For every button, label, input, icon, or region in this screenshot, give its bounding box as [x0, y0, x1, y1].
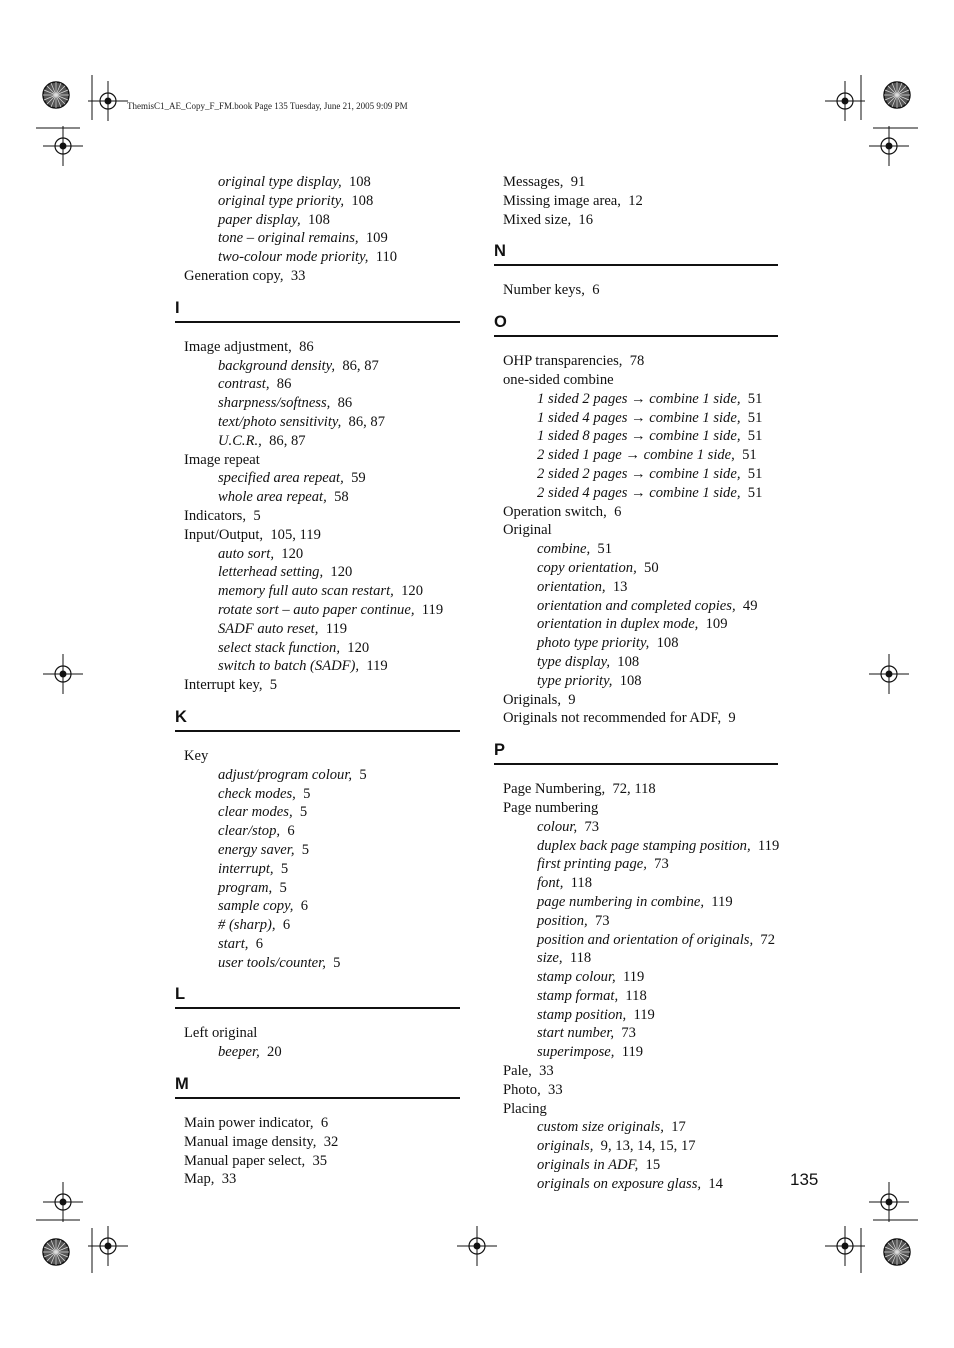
entry-term: position and orientation of originals , — [537, 932, 760, 948]
index-subentry — [175, 229, 460, 248]
index-subentry — [494, 893, 778, 912]
entry-term: orientation , — [537, 579, 613, 595]
index-subentry — [175, 413, 460, 432]
index-entry — [175, 676, 460, 695]
section-heading: O — [494, 309, 778, 337]
entry-term: paper display , — [218, 212, 308, 228]
entry-term: auto sort , — [218, 546, 281, 562]
index-subentry — [494, 390, 778, 409]
crosshair-mark — [43, 654, 83, 694]
entry-term: stamp position , — [537, 1007, 634, 1023]
entry-term: originals on exposure glass , — [537, 1176, 708, 1192]
index-subentry — [494, 987, 778, 1006]
entry-page-refs: 91 — [570, 174, 586, 190]
entry-term: # (sharp) , — [218, 917, 283, 933]
entry-page-refs: 6 — [614, 503, 622, 520]
crosshair-mark — [457, 1226, 497, 1266]
index-subentry — [494, 968, 778, 987]
entry-page-refs: 51 — [747, 390, 763, 407]
entry-page-refs: 108 — [351, 192, 374, 209]
index-subentry — [494, 672, 778, 691]
entry-page-refs: 119 — [633, 1006, 655, 1023]
entry-page-refs: 73 — [584, 818, 600, 835]
entry-page-refs: 15 — [645, 1157, 661, 1174]
entry-page-refs: 6 — [320, 1115, 329, 1132]
entry-term: font , — [537, 875, 571, 891]
entry-term: Messages , — [503, 174, 571, 190]
index-subentry — [494, 1137, 778, 1156]
entry-page-refs: 16 — [578, 211, 593, 228]
entry-page-refs: 33 — [548, 1081, 563, 1098]
entry-page-refs: 51 — [747, 409, 763, 426]
entry-term: stamp format , — [537, 988, 625, 1004]
entry-term: letterhead setting , — [218, 564, 330, 580]
entry-page-refs: 119 — [757, 837, 780, 854]
entry-page-refs: 6 — [255, 935, 264, 952]
index-subentry — [175, 394, 460, 413]
entry-term: 2 sided 4 pages → combine 1 side , — [537, 485, 748, 501]
entry-term: rotate sort – auto paper continue , — [218, 602, 422, 618]
index-entry — [494, 780, 778, 799]
index-entry — [175, 1133, 460, 1152]
entry-term: Input/Output , — [184, 527, 270, 543]
entry-page-refs: 59 — [351, 470, 366, 487]
entry-page-refs: 33 — [221, 1171, 237, 1188]
index-subentry — [175, 841, 460, 860]
entry-term: adjust/program colour , — [218, 767, 359, 783]
entry-page-refs: 86, 87 — [348, 413, 386, 430]
index-subentry — [175, 935, 460, 954]
section-heading: I — [175, 295, 460, 323]
entry-term: program , — [218, 880, 280, 896]
entry-page-refs: 51 — [742, 447, 757, 464]
entry-page-refs: 13 — [612, 578, 628, 595]
entry-term: orientation and completed copies , — [537, 598, 743, 614]
entry-term: user tools/counter , — [218, 955, 333, 971]
index-subentry — [175, 192, 460, 211]
index-subentry — [494, 653, 778, 672]
entry-page-refs: 51 — [747, 484, 763, 501]
index-subentry — [494, 1118, 778, 1137]
entry-page-refs: 118 — [569, 950, 592, 967]
entry-page-refs: 50 — [644, 559, 659, 576]
entry-term: OHP transparencies , — [503, 353, 630, 369]
index-subentry — [175, 173, 460, 192]
rosette-mark-bottom-right — [884, 1239, 910, 1265]
index-entry — [175, 507, 460, 526]
entry-page-refs: 5 — [253, 507, 261, 524]
entry-term: clear modes , — [218, 804, 300, 820]
crosshair-mark — [869, 1182, 909, 1222]
index-subentry — [175, 248, 460, 267]
entry-page-refs: 6 — [592, 282, 600, 299]
index-entry — [494, 1100, 778, 1119]
index-subentry — [175, 488, 460, 507]
index-subentry — [494, 949, 778, 968]
entry-term: SADF auto reset , — [218, 621, 326, 637]
crosshair-mark — [869, 126, 909, 166]
entry-term: Left original — [184, 1025, 258, 1042]
entry-page-refs: 109 — [705, 616, 728, 633]
entry-page-refs: 51 — [747, 428, 763, 445]
entry-term: clear/stop , — [218, 823, 287, 839]
index-column-left — [175, 173, 460, 1189]
entry-page-refs: 86 — [337, 395, 353, 412]
entry-term: type priority , — [537, 673, 620, 689]
entry-term: first printing page , — [537, 856, 654, 872]
index-entry — [175, 1152, 460, 1171]
entry-term: orientation in duplex mode , — [537, 616, 706, 632]
entry-page-refs: 86, 87 — [269, 432, 306, 449]
entry-page-refs: 33 — [290, 267, 306, 284]
index-entry — [175, 1024, 460, 1043]
entry-term: background density , — [218, 358, 342, 374]
entry-term: superimpose , — [537, 1044, 622, 1060]
entry-term: Operation switch , — [503, 504, 614, 520]
index-subentry — [175, 897, 460, 916]
entry-term: energy saver , — [218, 842, 302, 858]
entry-term: sharpness/softness , — [218, 395, 338, 411]
entry-term: check modes , — [218, 786, 303, 802]
index-subentry — [175, 545, 460, 564]
entry-term: originals in ADF , — [537, 1157, 646, 1173]
entry-term: custom size originals , — [537, 1119, 671, 1135]
entry-term: originals , — [537, 1138, 601, 1154]
entry-term: whole area repeat , — [218, 489, 334, 505]
index-subentry — [175, 766, 460, 785]
entry-page-refs: 58 — [334, 489, 349, 506]
entry-term: Page numbering — [503, 799, 599, 816]
entry-term: original type priority , — [218, 193, 351, 209]
crosshair-mark — [825, 1226, 865, 1266]
entry-term: tone – original remains , — [218, 230, 366, 246]
entry-term: sample copy , — [218, 898, 301, 914]
entry-term: stamp colour , — [537, 969, 623, 985]
rosette-mark-top-left — [43, 82, 69, 108]
entry-page-refs: 120 — [281, 545, 304, 562]
index-subentry — [494, 1043, 778, 1062]
index-subentry — [494, 1024, 778, 1043]
entry-term: select stack function , — [218, 640, 347, 656]
entry-page-refs: 78 — [629, 353, 645, 370]
index-subentry — [494, 634, 778, 653]
entry-term: switch to batch (SADF) , — [218, 658, 366, 674]
entry-term: Number keys , — [503, 282, 592, 298]
index-subentry — [175, 432, 460, 451]
entry-term: Map , — [184, 1171, 222, 1187]
index-entry — [494, 691, 778, 710]
entry-term: U.C.R. , — [218, 433, 269, 449]
entry-page-refs: 9 — [728, 710, 736, 727]
entry-term: Indicators , — [184, 508, 253, 524]
entry-page-refs: 51 — [747, 465, 763, 482]
entry-term: Pale , — [503, 1063, 539, 1079]
entry-page-refs: 5 — [333, 954, 341, 971]
index-subentry — [175, 563, 460, 582]
entry-term: duplex back page stamping position , — [537, 838, 758, 854]
entry-term: specified area repeat , — [218, 470, 351, 486]
index-subentry — [494, 1156, 778, 1175]
index-entry — [494, 371, 778, 390]
entry-term: type display , — [537, 654, 617, 670]
entry-term: two-colour mode priority , — [218, 249, 376, 265]
index-subentry — [175, 582, 460, 601]
section-heading: L — [175, 981, 460, 1009]
crosshair-mark — [43, 126, 83, 166]
entry-term: beeper , — [218, 1044, 267, 1060]
entry-page-refs: 108 — [656, 635, 679, 652]
entry-page-refs: 51 — [597, 541, 612, 558]
entry-page-refs: 108 — [617, 653, 640, 670]
entry-page-refs: 6 — [300, 898, 308, 915]
index-entry — [175, 1114, 460, 1133]
index-subentry — [494, 446, 778, 465]
entry-term: Page Numbering , — [503, 781, 612, 797]
entry-page-refs: 49 — [742, 597, 758, 614]
entry-term: Main power indicator , — [184, 1115, 321, 1131]
entry-term: Image repeat — [184, 451, 260, 468]
index-subentry — [494, 540, 778, 559]
entry-term: Missing image area , — [503, 193, 628, 209]
index-subentry — [175, 1043, 460, 1062]
entry-term: page numbering in combine , — [537, 894, 711, 910]
entry-term: interrupt , — [218, 861, 281, 877]
entry-page-refs: 108 — [348, 174, 371, 190]
section-heading: K — [175, 704, 460, 732]
index-subentry — [494, 1006, 778, 1025]
crosshair-mark — [88, 1226, 128, 1266]
entry-term: one-sided combine — [503, 371, 614, 388]
index-entry — [175, 747, 460, 766]
index-subentry — [494, 597, 778, 616]
index-subentry — [494, 559, 778, 578]
entry-page-refs: 105, 119 — [270, 526, 321, 543]
entry-page-refs: 119 — [621, 1044, 644, 1061]
entry-term: contrast , — [218, 376, 277, 392]
entry-term: original type display , — [218, 174, 349, 190]
index-subentry — [175, 657, 460, 676]
index-subentry — [175, 785, 460, 804]
crosshair-mark — [825, 81, 865, 121]
index-subentry — [494, 855, 778, 874]
index-entry — [175, 1170, 460, 1189]
rosette-mark-top-right — [884, 82, 910, 108]
entry-page-refs: 5 — [301, 841, 310, 858]
crosshair-mark — [43, 1182, 83, 1222]
entry-term: Manual paper select , — [184, 1153, 312, 1169]
entry-term: Manual image density , — [184, 1134, 324, 1150]
entry-term: Photo , — [503, 1082, 548, 1098]
index-subentry — [175, 211, 460, 230]
entry-page-refs: 5 — [280, 860, 289, 877]
entry-page-refs: 118 — [570, 875, 593, 892]
index-entry — [175, 526, 460, 545]
section-heading: P — [494, 737, 778, 765]
entry-page-refs: 20 — [267, 1044, 282, 1061]
entry-term: Originals , — [503, 692, 568, 708]
index-subentry — [494, 874, 778, 893]
index-subentry — [494, 427, 778, 446]
entry-page-refs: 5 — [299, 804, 308, 821]
entry-term: Originals not recommended for ADF , — [503, 710, 728, 726]
index-subentry — [494, 818, 778, 837]
entry-page-refs: 5 — [303, 785, 311, 802]
index-entry — [494, 1081, 778, 1100]
entry-page-refs: 118 — [625, 987, 647, 1004]
index-subentry — [175, 860, 460, 879]
entry-term: copy orientation , — [537, 560, 644, 576]
entry-page-refs: 6 — [282, 917, 291, 934]
entry-term: 2 sided 1 page → combine 1 side , — [537, 447, 742, 463]
index-subentry — [494, 837, 778, 856]
entry-term: size , — [537, 950, 570, 966]
entry-term: start , — [218, 936, 256, 952]
entry-page-refs: 9, 13, 14, 15, 17 — [600, 1138, 696, 1155]
index-entry — [175, 338, 460, 357]
entry-term: Interrupt key , — [184, 677, 270, 693]
entry-term: combine , — [537, 541, 597, 557]
index-subentry — [494, 578, 778, 597]
section-heading: N — [494, 238, 778, 266]
index-subentry — [494, 484, 778, 503]
index-subentry — [494, 931, 778, 950]
crosshair-mark — [869, 654, 909, 694]
entry-page-refs: 120 — [347, 639, 370, 656]
entry-page-refs: 110 — [375, 249, 398, 266]
entry-term: 1 sided 8 pages → combine 1 side , — [537, 428, 748, 444]
entry-page-refs: 5 — [269, 677, 278, 694]
entry-page-refs: 73 — [594, 912, 610, 929]
index-subentry — [175, 822, 460, 841]
index-subentry — [494, 465, 778, 484]
index-subentry — [494, 615, 778, 634]
entry-page-refs: 108 — [619, 672, 642, 689]
index-entry — [494, 709, 778, 728]
entry-page-refs: 5 — [359, 766, 367, 783]
entry-page-refs: 120 — [330, 564, 353, 581]
entry-term: Placing — [503, 1100, 547, 1117]
entry-page-refs: 119 — [366, 658, 388, 675]
index-subentry — [175, 375, 460, 394]
entry-term: memory full auto scan restart , — [218, 583, 401, 599]
entry-term: 2 sided 2 pages → combine 1 side , — [537, 466, 748, 482]
index-subentry — [175, 469, 460, 488]
index-subentry — [494, 1175, 778, 1194]
index-subentry — [175, 954, 460, 973]
entry-page-refs: 72 — [760, 931, 775, 948]
index-subentry — [175, 916, 460, 935]
index-subentry — [494, 409, 778, 428]
entry-term: colour , — [537, 819, 584, 835]
entry-page-refs: 14 — [708, 1175, 723, 1192]
entry-page-refs: 73 — [621, 1025, 636, 1042]
section-heading: M — [175, 1071, 460, 1099]
index-subentry — [175, 803, 460, 822]
entry-page-refs: 9 — [568, 691, 576, 708]
entry-page-refs: 73 — [654, 856, 669, 873]
entry-page-refs: 5 — [279, 879, 287, 896]
index-entry — [494, 1062, 778, 1081]
entry-page-refs: 35 — [312, 1152, 328, 1169]
entry-term: Key — [184, 747, 209, 764]
print-header: ThemisC1_AE_Copy_F_FM.book Page 135 Tuesday, June 21, 2005 9:09 PM — [127, 101, 408, 111]
entry-page-refs: 86, 87 — [342, 357, 379, 374]
index-column-right — [494, 173, 778, 1194]
index-entry — [494, 352, 778, 371]
index-subentry — [175, 357, 460, 376]
index-entry — [494, 173, 778, 192]
index-entry — [494, 503, 778, 522]
entry-page-refs: 12 — [628, 192, 643, 209]
entry-page-refs: 108 — [308, 211, 330, 228]
page-number: 135 — [790, 1170, 819, 1189]
entry-page-refs: 17 — [671, 1119, 686, 1136]
entry-page-refs: 32 — [323, 1133, 339, 1150]
entry-page-refs: 86 — [276, 376, 292, 393]
index-entry — [494, 192, 778, 211]
entry-term: Mixed size , — [503, 212, 578, 228]
index-entry — [494, 281, 778, 300]
entry-term: photo type priority , — [537, 635, 657, 651]
index-entry — [494, 521, 778, 540]
index-entry — [175, 267, 460, 286]
entry-term: Image adjustment , — [184, 339, 299, 355]
index-subentry — [494, 912, 778, 931]
index-entry — [494, 211, 778, 230]
entry-term: Original — [503, 522, 552, 539]
entry-page-refs: 119 — [421, 601, 444, 618]
index-subentry — [175, 639, 460, 658]
index-subentry — [175, 879, 460, 898]
index-subentry — [175, 601, 460, 620]
entry-page-refs: 72, 118 — [612, 781, 656, 798]
index-entry — [494, 799, 778, 818]
entry-term: Generation copy , — [184, 268, 291, 284]
entry-page-refs: 86 — [299, 338, 314, 355]
entry-page-refs: 120 — [401, 583, 423, 600]
rosette-mark-bottom-left — [43, 1239, 69, 1265]
entry-page-refs: 119 — [622, 969, 645, 986]
entry-page-refs: 33 — [539, 1063, 554, 1080]
entry-page-refs: 109 — [365, 230, 388, 247]
index-entry — [175, 451, 460, 470]
entry-term: text/photo sensitivity , — [218, 414, 349, 430]
crosshair-mark — [88, 81, 128, 121]
entry-page-refs: 119 — [325, 620, 348, 637]
entry-page-refs: 6 — [287, 823, 295, 840]
index-subentry — [175, 620, 460, 639]
entry-term: start number , — [537, 1025, 621, 1041]
entry-term: position , — [537, 913, 595, 929]
entry-page-refs: 119 — [711, 893, 733, 910]
entry-term: 1 sided 2 pages → combine 1 side , — [537, 391, 748, 407]
entry-term: 1 sided 4 pages → combine 1 side , — [537, 410, 748, 426]
